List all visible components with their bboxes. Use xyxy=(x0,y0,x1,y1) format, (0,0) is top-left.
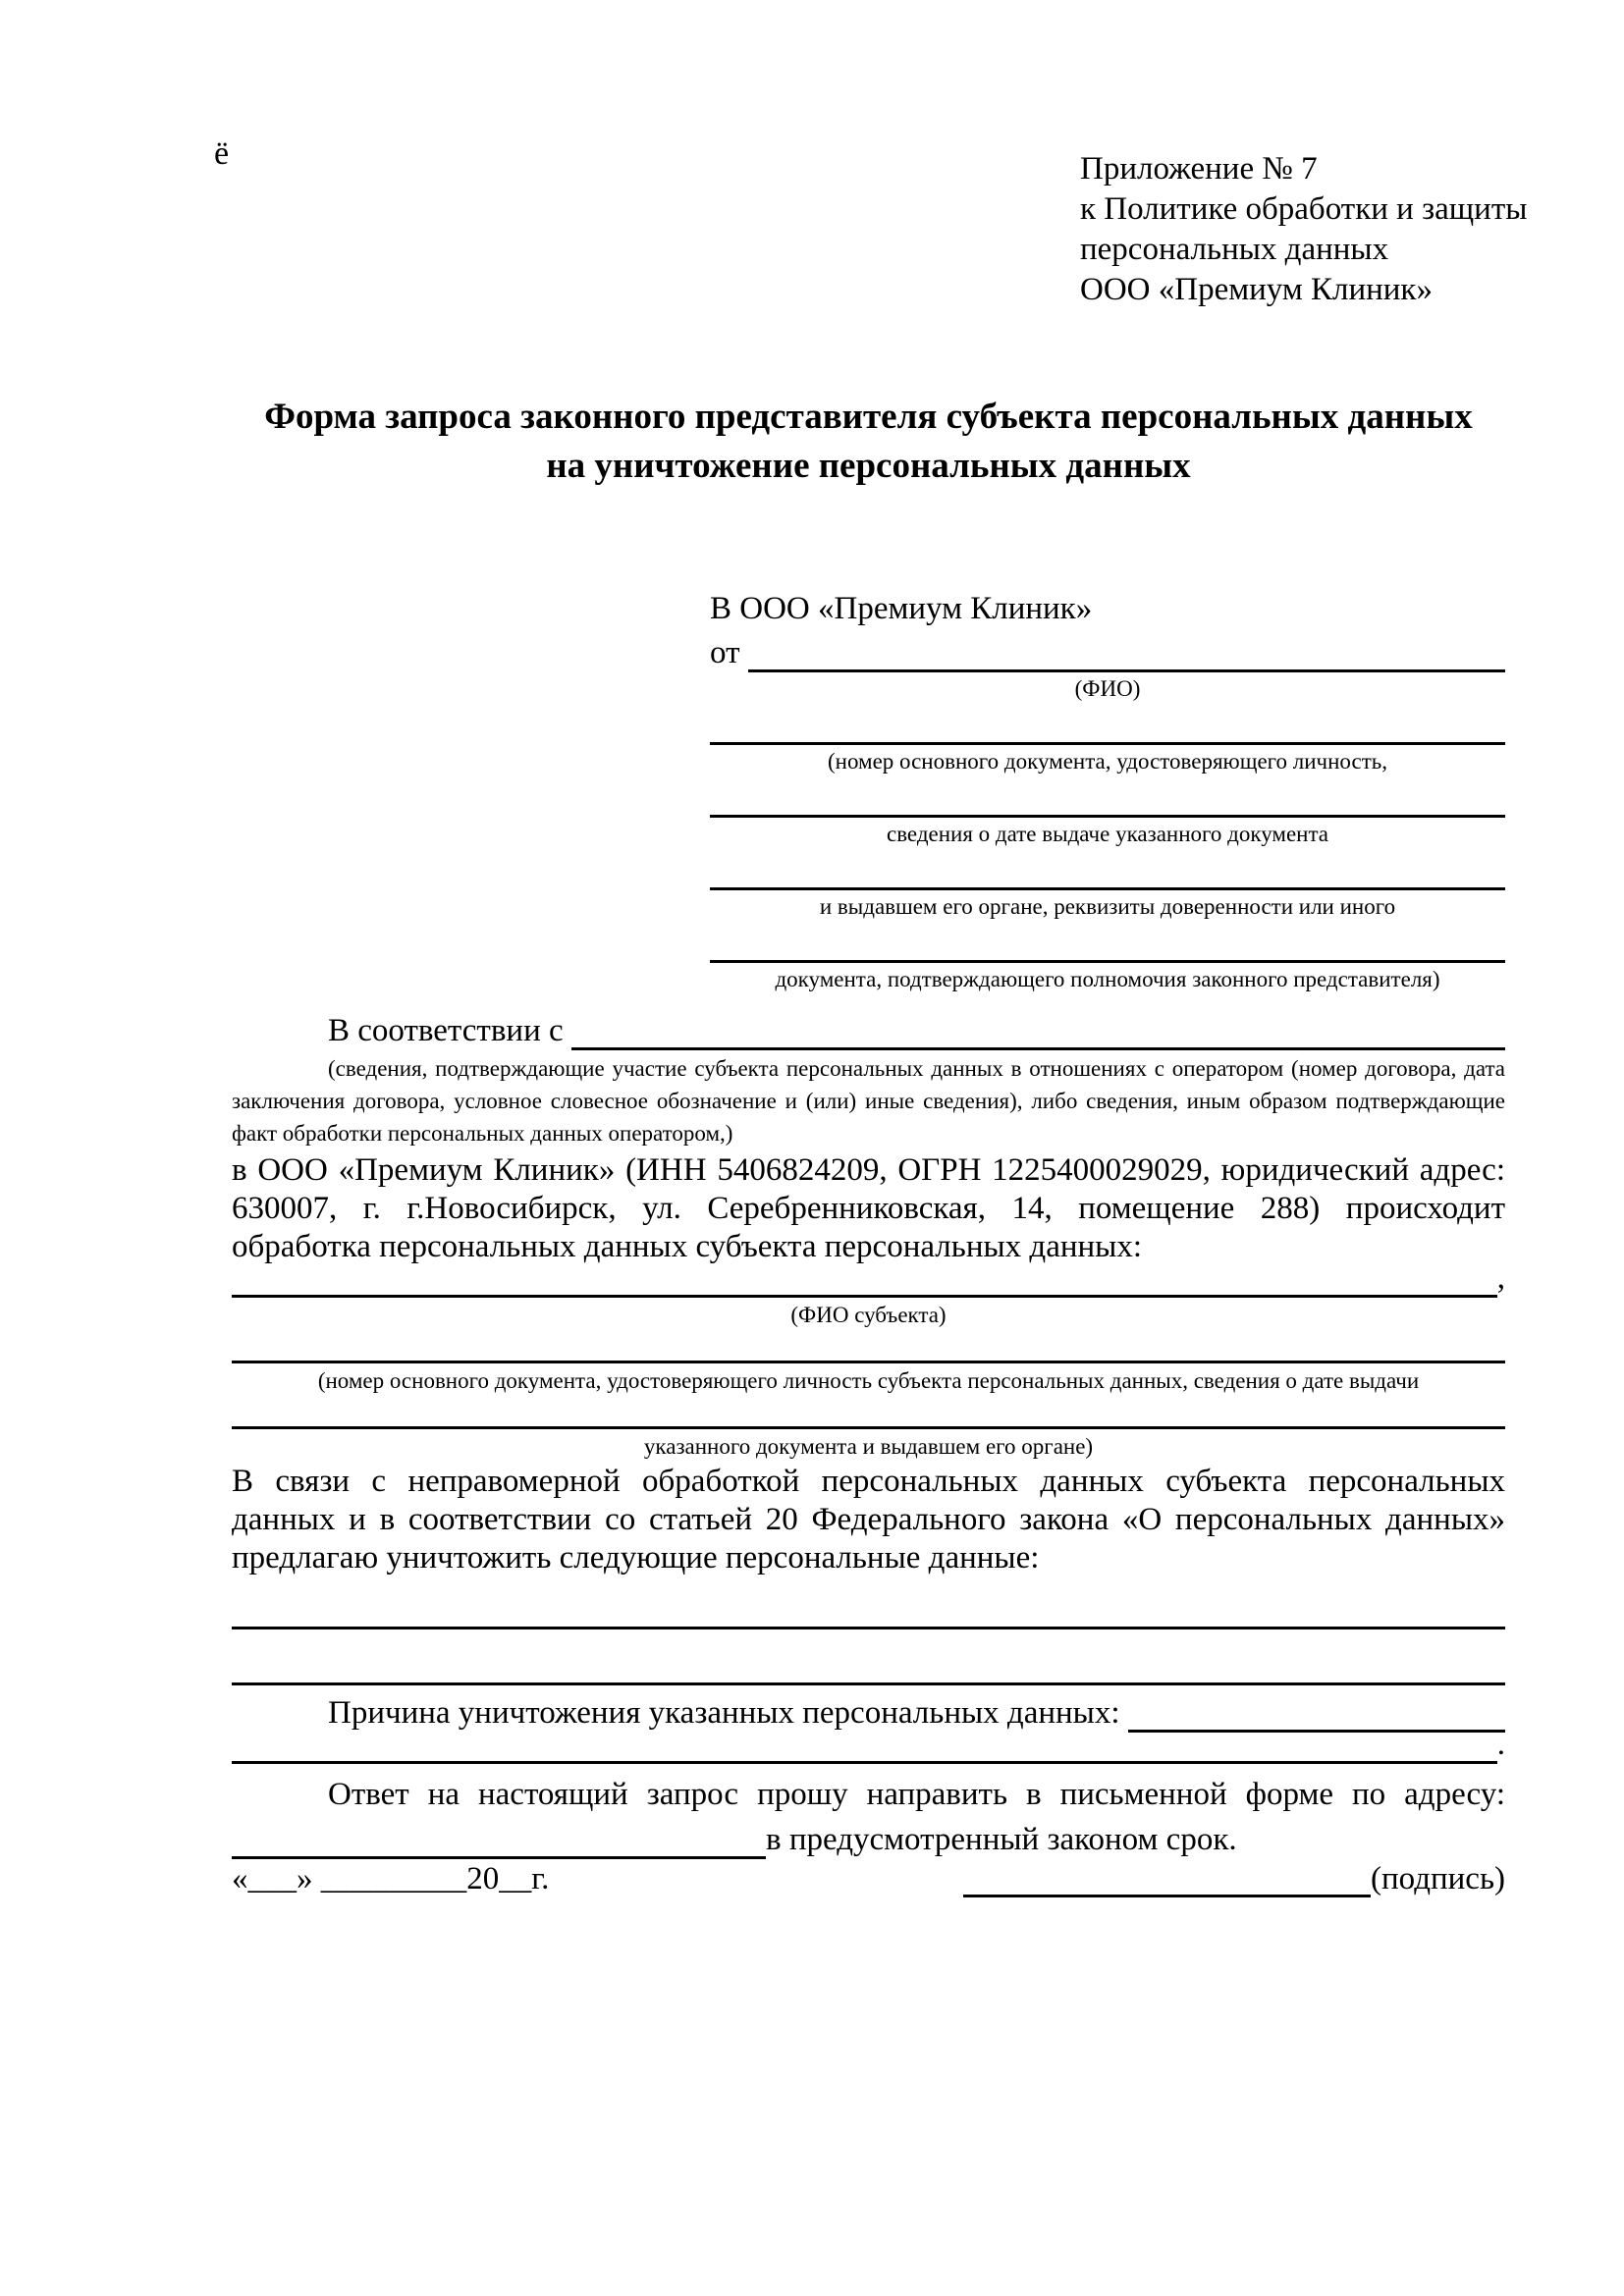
accordance-label: В соответствии с xyxy=(328,1013,571,1048)
from-line xyxy=(710,628,1505,672)
form-body xyxy=(232,1009,1505,1859)
stray-char: ё xyxy=(214,135,230,172)
comma-suffix: , xyxy=(1496,1260,1505,1296)
caption-line: и выдавшем его органе, реквизиты доверенности или иного xyxy=(819,894,1396,919)
fio-caption: (ФИО) xyxy=(1074,676,1141,701)
from-label: от xyxy=(710,635,748,670)
subject-fio-underline xyxy=(232,1265,1497,1298)
form-title-line-2: на уничтожение персональных данных xyxy=(546,446,1191,486)
reason-continuation-underline xyxy=(232,1732,1497,1764)
accordance-caption: (сведения, подтверждающие участие субъекта персональных данных в отношениях с оператором (номер договора, дата заключения договора, условное словесное обозначение и (или) иные сведения), либо сведения, иным образом подтверждающие факт обработки персональных данных оператором,) xyxy=(232,1056,1505,1146)
operator-paragraph: в ООО «Премиум Клиник» (ИНН 5406824209, ОГРН 1225400029029, юридический адрес: 630007, г. г.Новосибирск, ул. Серебренниковская, 14, помещение 288) происходит обработка персональных данных субъекта персональных данных: xyxy=(232,1152,1505,1264)
answer-paragraph: Ответ на настоящий запрос прошу направить в письменной форме по адресу: xyxy=(328,1777,1505,1812)
reason-blank-underline xyxy=(1128,1690,1505,1733)
subject-doc-caption-2: указанного документа и выдавшем его органе) xyxy=(643,1434,1094,1459)
unlawful-processing-paragraph: В связи с неправомерной обработкой персональных данных субъекта персональных данных и в соответствии со статьей 20 Федерального закона «О персональных данных» предлагаю уничтожить следующие персональные данные: xyxy=(232,1464,1505,1575)
blank-line-data-1 xyxy=(232,1591,1505,1629)
blank-line xyxy=(710,931,1505,963)
footer-row xyxy=(232,1850,1505,1897)
addressee-to-line: В ООО «Премиум Клиник» xyxy=(710,591,1093,626)
period-suffix: . xyxy=(1496,1727,1505,1762)
blank-line xyxy=(710,713,1505,745)
blank-line xyxy=(710,858,1505,890)
subject-fio-line xyxy=(232,1260,1505,1298)
accordance-line xyxy=(232,1009,1505,1050)
subject-fio-caption: (ФИО субъекта) xyxy=(790,1303,947,1327)
blank-line xyxy=(232,1399,1505,1429)
appendix-header-line: ООО «Премиум Клиник» xyxy=(1080,272,1433,307)
form-title-line-1: Форма запроса законного представителя субъекта персональных данных xyxy=(264,397,1473,437)
signature-caption: (подпись) xyxy=(1371,1861,1505,1896)
date-line: «___» _________20__г. xyxy=(232,1861,550,1896)
accordance-blank-underline xyxy=(571,1006,1505,1050)
signature-underline xyxy=(963,1847,1371,1897)
reason-continuation-line xyxy=(232,1727,1505,1764)
caption-line: сведения о дате выдаче указанного документа xyxy=(886,822,1329,846)
caption-line: документа, подтверждающего полномочия законного представителя) xyxy=(775,967,1440,991)
blank-line-data-2 xyxy=(232,1655,1505,1685)
caption-line: (номер основного документа, удостоверяющего личность, xyxy=(827,749,1387,774)
from-blank-underline xyxy=(748,625,1505,672)
answer-tail-text: в предусмотренный законом срок. xyxy=(766,1822,1237,1857)
reason-label: Причина уничтожения указанных персональных данных: xyxy=(328,1695,1128,1731)
subject-doc-caption-1: (номер основного документа, удостоверяющего личность субъекта персональных данных, сведения о дате выдачи xyxy=(317,1368,1420,1393)
appendix-header-line: к Политике обработки и защиты xyxy=(1080,191,1528,227)
form-title xyxy=(232,393,1505,491)
appendix-header-line: персональных данных xyxy=(1080,232,1389,267)
signature-group xyxy=(963,1850,1505,1897)
blank-line xyxy=(232,1333,1505,1363)
addressee-block xyxy=(710,589,1505,993)
blank-line xyxy=(710,785,1505,818)
appendix-header xyxy=(1080,149,1527,310)
appendix-header-line: Приложение № 7 xyxy=(1080,151,1318,187)
reason-line xyxy=(232,1693,1505,1733)
